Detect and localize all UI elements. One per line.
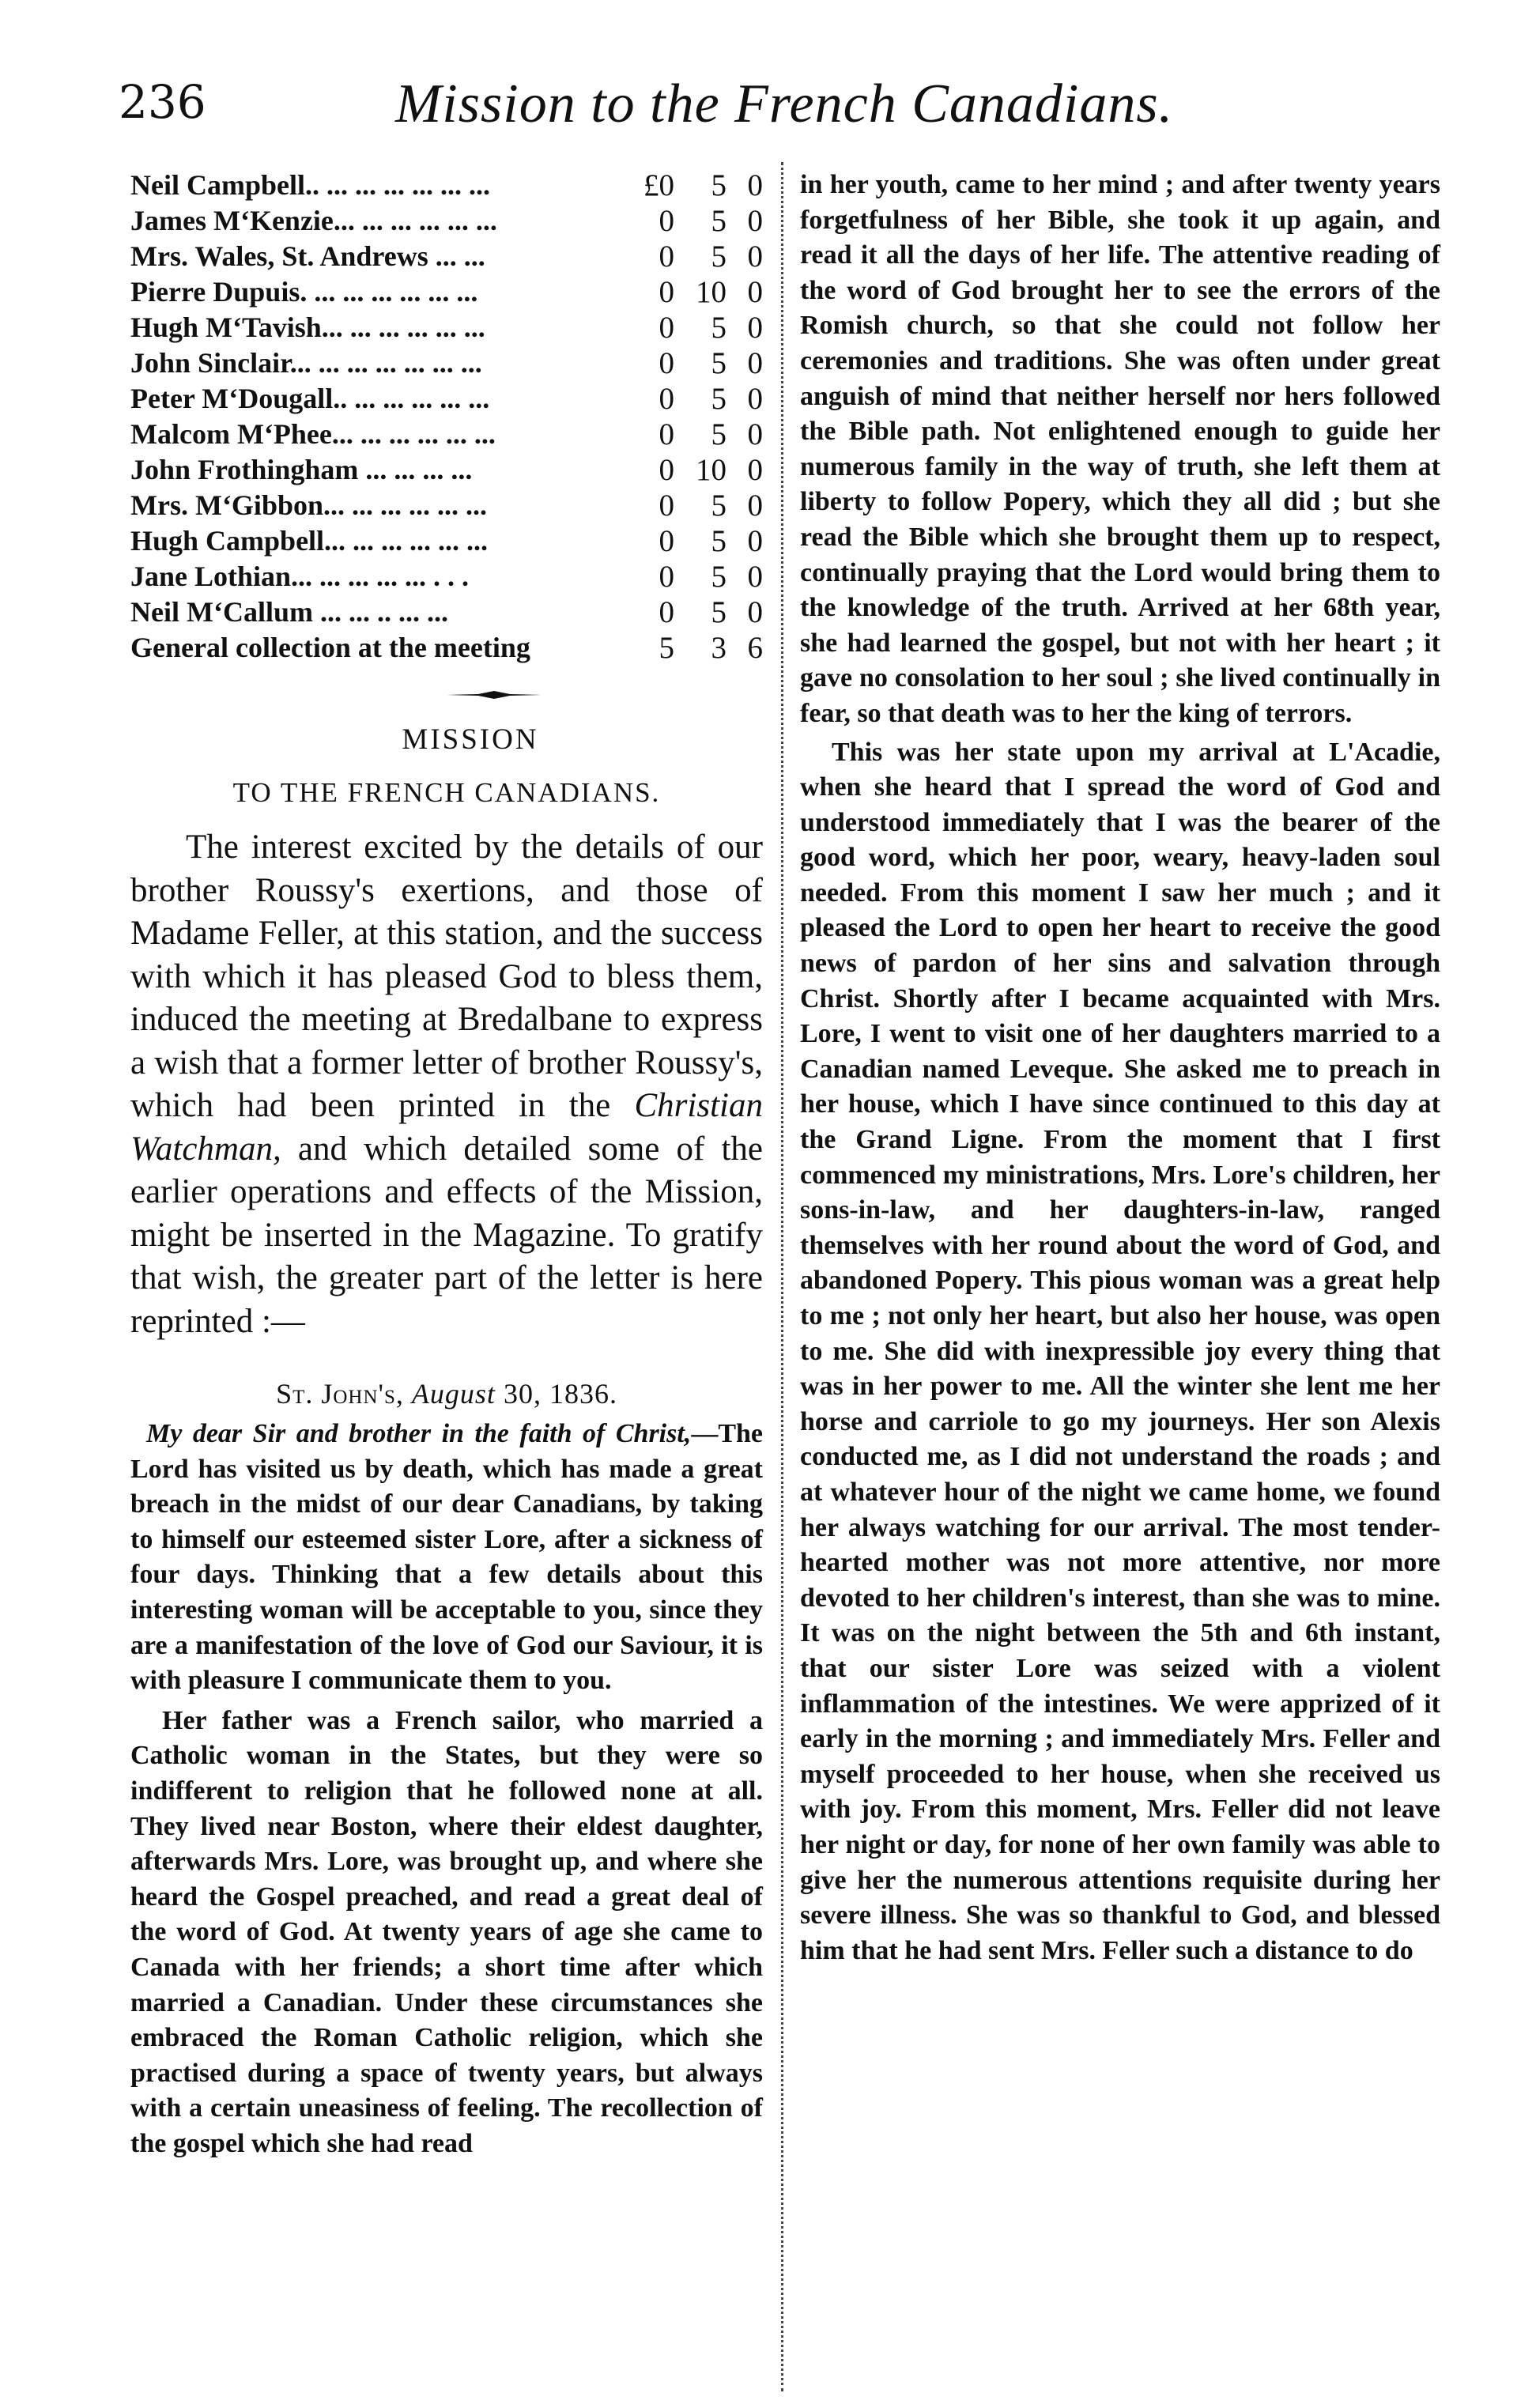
subscription-row bbox=[130, 452, 763, 488]
amount-shillings: 5 bbox=[711, 204, 726, 238]
right-column bbox=[800, 168, 1440, 1968]
subscription-row bbox=[130, 345, 763, 381]
subscription-row bbox=[130, 274, 763, 310]
subscriber-name: Neil M‘Callum ... ... .. ... ... bbox=[130, 596, 448, 628]
amount-pence: 0 bbox=[747, 560, 763, 594]
amount-pounds: 0 bbox=[659, 417, 674, 451]
amount-pence: 0 bbox=[747, 168, 763, 202]
amount-shillings: 5 bbox=[711, 382, 726, 416]
subscriber-name: Jane Lothian... ... ... ... ... . . . bbox=[130, 560, 470, 592]
subscriber-name: John Frothingham ... ... ... ... bbox=[130, 454, 473, 485]
article-heading: MISSION bbox=[402, 723, 539, 756]
amount-pence: 0 bbox=[747, 453, 763, 487]
amount-pounds: 0 bbox=[659, 346, 674, 380]
amount-shillings: 5 bbox=[711, 240, 726, 274]
letter-dateline: St. John's, August 30, 1836. bbox=[276, 1378, 617, 1410]
amount-pence: 0 bbox=[747, 382, 763, 416]
amount-pounds: 0 bbox=[659, 489, 674, 523]
column-divider bbox=[781, 162, 783, 2391]
amount-shillings: 10 bbox=[696, 275, 726, 309]
subscription-row bbox=[130, 630, 763, 666]
subscriber-name: James M‘Kenzie... ... ... ... ... ... bbox=[130, 205, 497, 236]
amount-pounds: 0 bbox=[659, 311, 674, 345]
subscription-row bbox=[130, 168, 763, 203]
amount-pounds: 0 bbox=[659, 560, 674, 594]
amount-pence: 0 bbox=[747, 275, 763, 309]
subscription-row bbox=[130, 559, 763, 594]
running-title: Mission to the French Canadians. bbox=[395, 74, 1174, 134]
amount-pence: 0 bbox=[747, 240, 763, 274]
amount-shillings: 3 bbox=[711, 631, 726, 665]
amount-pounds: 5 bbox=[659, 631, 674, 665]
subscription-row bbox=[130, 488, 763, 523]
amount-pence: 0 bbox=[747, 595, 763, 629]
amount-pounds: 0 bbox=[659, 240, 674, 274]
amount-pence: 0 bbox=[747, 417, 763, 451]
subscriber-name: Pierre Dupuis. ... ... ... ... ... ... bbox=[130, 276, 478, 308]
subscriber-name: Hugh Campbell... ... ... ... ... ... bbox=[130, 525, 489, 557]
amount-pence: 0 bbox=[747, 524, 763, 558]
page-number: 236 bbox=[119, 75, 206, 129]
subscription-row bbox=[130, 417, 763, 452]
amount-pounds: 0 bbox=[659, 524, 674, 558]
amount-pence: 0 bbox=[747, 489, 763, 523]
subscriber-name: General collection at the meeting bbox=[130, 632, 530, 663]
subscriber-name: Neil Campbell.. ... ... ... ... ... ... bbox=[130, 169, 490, 201]
amount-shillings: 5 bbox=[711, 417, 726, 451]
letter-paragraph-2-continued: in her youth, came to her mind ; and after twenty years forgetfulness of her Bible, she took it up again, and read it all the days of her life. The attentive reading of the word of God brought her to see the errors of the Romish church, so that she could not follow her ceremonies and traditions. She was often under great anguish of mind that neither herself nor hers followed the Bible path. Not enlightened enough to guide her numerous family in the way of truth, she left them at liberty to follow Popery, which they all did ; but she read the Bible which she brought them up to respect, continually praying that the Lord would bring them to the knowledge of the truth. Arrived at her 68th year, she had learned the gospel, but not with her heart ; it gave no consolation to her soul ; she lived continually in fear, so that death was to her the king of terrors. bbox=[800, 170, 1440, 728]
subscription-row bbox=[130, 594, 763, 630]
amount-pounds: 0 bbox=[659, 204, 674, 238]
subscription-row bbox=[130, 203, 763, 239]
letter-paragraph-3: This was her state upon my arrival at L'Acadie, when she heard that I spread the word of God and understood immediately that I was the bearer of the good word, which her poor, weary, heavy-laden soul needed. From this moment I saw her much ; and it pleased the Lord to open her heart to receive the good news of pardon of her sins and salvation through Christ. Shortly after I became acquainted with Mrs. Lore, I went to visit one of her daughters married to a Canadian named Leveque. She asked me to preach in her house, which I have since continued to this day at the Grand Ligne. From the moment that I first commenced my ministrations, Mrs. Lore's children, her sons-in-law, and her daughters-in-law, ranged themselves with her round about the word of God, and abandoned Popery. This pious woman was a great help to me ; not only her heart, but also her house, was open to me. She did with inexpressible joy every thing that was in her power to me. All the winter she lent me her horse and carriole to go my journeys. Her son Alexis conducted me, as I did not understand the roads ; and at whatever hour of the night we came home, we found her always watching for our arrival. The most tender-hearted mother was not more attentive, nor more devoted to her children's interest, than she was to mine. It was on the night between the 5th and 6th instant, that our sister Lore was seized with a violent inflammation of the intestines. We were apprized of it early in the morning ; and immediately Mrs. Feller and myself proceeded to her house, when she received us with joy. From this moment, Mrs. Feller did not leave her night or day, for none of her own family was able to give her the numerous attentions requisite during her severe illness. She was so thankful to God, and blessed him that he had sent Mrs. Feller such a distance to do bbox=[800, 737, 1440, 1965]
amount-pence: 0 bbox=[747, 346, 763, 380]
subscription-row bbox=[130, 523, 763, 559]
amount-pounds: 0 bbox=[659, 382, 674, 416]
subscriber-name: Malcom M‘Phee... ... ... ... ... ... bbox=[130, 418, 496, 450]
subscriber-name: Hugh M‘Tavish... ... ... ... ... ... bbox=[130, 311, 485, 343]
amount-shillings: 5 bbox=[711, 489, 726, 523]
left-column bbox=[130, 168, 763, 2161]
amount-pence: 0 bbox=[747, 311, 763, 345]
amount-shillings: 5 bbox=[711, 311, 726, 345]
subscription-row bbox=[130, 310, 763, 345]
intro-paragraph: The interest excited by the details of our brother Roussy's exertions, and those of Madame Feller, at this station, and the success with which it has pleased God to bless them, induced the meeting at Bredalbane to express a wish that a former letter of brother Roussy's, which had been printed in the Christian Watchman, and which detailed some of the earlier operations and effects of the Mission, might be inserted in the Magazine. To gratify that wish, the greater part of the letter is here reprinted :— bbox=[130, 828, 763, 1340]
amount-shillings: 5 bbox=[711, 595, 726, 629]
amount-pounds: 0 bbox=[659, 453, 674, 487]
amount-shillings: 5 bbox=[711, 560, 726, 594]
subscription-row bbox=[130, 239, 763, 274]
subscriber-name: Mrs. Wales, St. Andrews ... ... bbox=[130, 240, 485, 272]
amount-shillings: 5 bbox=[711, 168, 726, 202]
article-subheading: TO THE FRENCH CANADIANS. bbox=[232, 777, 661, 808]
subscriber-name: Peter M‘Dougall.. ... ... ... ... ... bbox=[130, 383, 490, 414]
subscription-list bbox=[130, 168, 763, 666]
amount-shillings: 10 bbox=[696, 453, 726, 487]
amount-shillings: 5 bbox=[711, 346, 726, 380]
ornament-rule-icon bbox=[447, 691, 542, 699]
salutation: My dear Sir and brother in the faith of Christ, bbox=[146, 1419, 692, 1448]
subscriber-name: Mrs. M‘Gibbon... ... ... ... ... ... bbox=[130, 489, 488, 521]
letter-paragraph-1: My dear Sir and brother in the faith of Christ,—The Lord has visited us by death, which has made a great breach in the midst of our dear Canadians, by taking to himself our esteemed sister Lore, after a sickness of four days. Thinking that a few details about this interesting woman will be acceptable to you, since they are a manifestation of the love of God our Saviour, it is with pleasure I communicate them to you. bbox=[130, 1419, 763, 1696]
amount-pounds: 0 bbox=[659, 275, 674, 309]
letter-paragraph-2: Her father was a French sailor, who married a Catholic woman in the States, but they were so indifferent to religion that he followed none at all. They lived near Boston, where their eldest daughter, afterwards Mrs. Lore, was brought up, and where she heard the Gospel preached, and read a great deal of the word of God. At twenty years of age she came to Canada with her friends; a short time after which married a Canadian. Under these circumstances she embraced the Roman Catholic religion, which she practised during a space of twenty years, but always with a certain uneasiness of feeling. The recollection of the gospel which she had read bbox=[130, 1705, 763, 2158]
amount-pence: 0 bbox=[747, 204, 763, 238]
amount-pounds: £0 bbox=[643, 168, 674, 202]
subscription-row bbox=[130, 381, 763, 417]
amount-shillings: 5 bbox=[711, 524, 726, 558]
amount-pence: 6 bbox=[747, 631, 763, 665]
periodical-title: Christian Watchman, bbox=[130, 1087, 763, 1168]
subscriber-name: John Sinclair... ... ... ... ... ... ... bbox=[130, 347, 482, 379]
amount-pounds: 0 bbox=[659, 595, 674, 629]
